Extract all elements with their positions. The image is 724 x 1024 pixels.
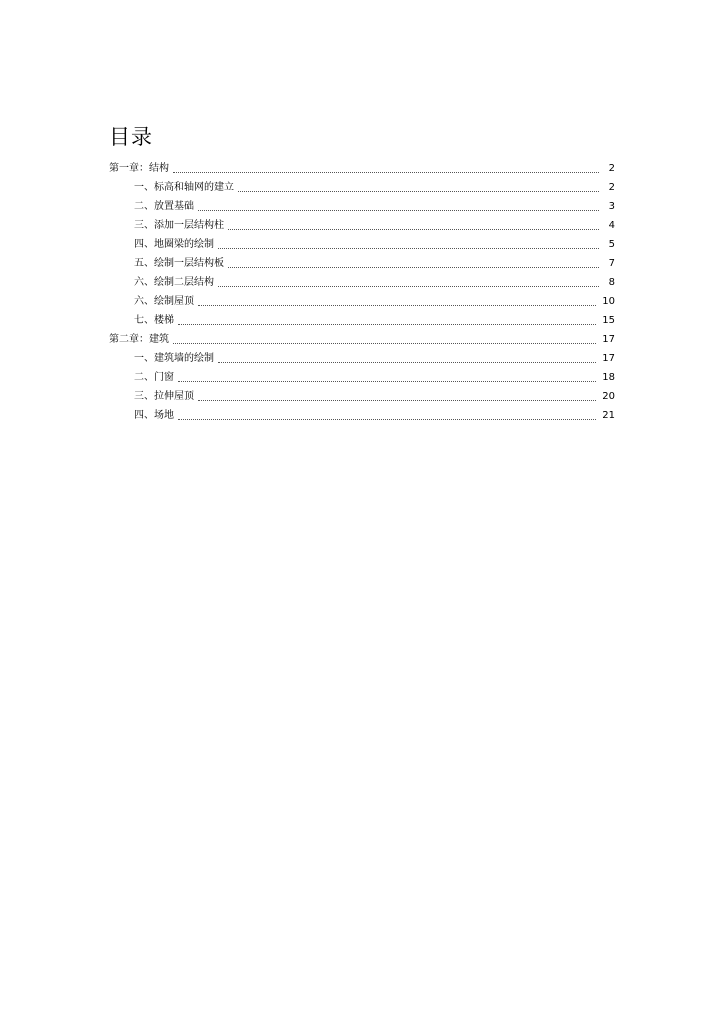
toc-entry-label: 第二章：建筑 (109, 334, 169, 345)
toc-entry-roof[interactable] (109, 290, 615, 309)
toc-entry-page: 21 (602, 410, 615, 421)
toc-dot-leader (178, 380, 596, 382)
toc-entry-page: 20 (602, 391, 615, 402)
toc-entry-page: 7 (608, 258, 615, 269)
toc-dot-leader (198, 304, 596, 306)
toc-list (109, 157, 615, 423)
toc-entry-label: 第一章：结构 (109, 163, 169, 174)
toc-dot-leader (218, 247, 599, 249)
toc-dot-leader (178, 323, 596, 325)
toc-title: 目录 (109, 125, 153, 149)
toc-entry-foundation[interactable] (109, 195, 615, 214)
toc-entry-page: 10 (602, 296, 615, 307)
toc-entry-chapter-1[interactable] (109, 157, 615, 176)
toc-entry-label: 一、标高和轴网的建立 (134, 182, 234, 193)
toc-entry-label: 二、门窗 (134, 372, 174, 383)
toc-entry-label: 五、绘制一层结构板 (134, 258, 224, 269)
toc-entry-label: 三、添加一层结构柱 (134, 220, 224, 231)
toc-entry-page: 3 (608, 201, 615, 212)
toc-entry-page: 8 (608, 277, 615, 288)
toc-entry-walls[interactable] (109, 347, 615, 366)
toc-entry-label: 三、拉伸屋顶 (134, 391, 194, 402)
toc-entry-structural-columns[interactable] (109, 214, 615, 233)
toc-entry-chapter-2[interactable] (109, 328, 615, 347)
toc-dot-leader (173, 342, 596, 344)
toc-entry-page: 2 (608, 182, 615, 193)
toc-entry-label: 四、地圈梁的绘制 (134, 239, 214, 250)
toc-dot-leader (228, 228, 599, 230)
toc-entry-page: 17 (602, 353, 615, 364)
toc-dot-leader (173, 171, 599, 173)
toc-entry-label: 二、放置基础 (134, 201, 194, 212)
toc-dot-leader (178, 418, 596, 420)
toc-dot-leader (198, 209, 599, 211)
toc-entry-page: 17 (602, 334, 615, 345)
toc-entry-label: 一、建筑墙的绘制 (134, 353, 214, 364)
toc-entry-label: 七、楼梯 (134, 315, 174, 326)
toc-entry-page: 2 (608, 163, 615, 174)
toc-dot-leader (218, 285, 599, 287)
toc-entry-extrusion-roof[interactable] (109, 385, 615, 404)
toc-entry-doors-windows[interactable] (109, 366, 615, 385)
toc-entry-second-floor-structure[interactable] (109, 271, 615, 290)
toc-dot-leader (218, 361, 596, 363)
toc-entry-page: 15 (602, 315, 615, 326)
toc-entry-structural-slab[interactable] (109, 252, 615, 271)
toc-entry-label: 六、绘制屋顶 (134, 296, 194, 307)
toc-entry-page: 18 (602, 372, 615, 383)
toc-entry-label: 四、场地 (134, 410, 174, 421)
toc-entry-levels-grids[interactable] (109, 176, 615, 195)
toc-dot-leader (198, 399, 596, 401)
toc-entry-site[interactable] (109, 404, 615, 423)
toc-entry-ground-beam[interactable] (109, 233, 615, 252)
toc-entry-label: 六、绘制二层结构 (134, 277, 214, 288)
toc-entry-page: 5 (608, 239, 615, 250)
toc-entry-page: 4 (608, 220, 615, 231)
toc-dot-leader (238, 190, 599, 192)
toc-entry-stairs[interactable] (109, 309, 615, 328)
toc-dot-leader (228, 266, 599, 268)
